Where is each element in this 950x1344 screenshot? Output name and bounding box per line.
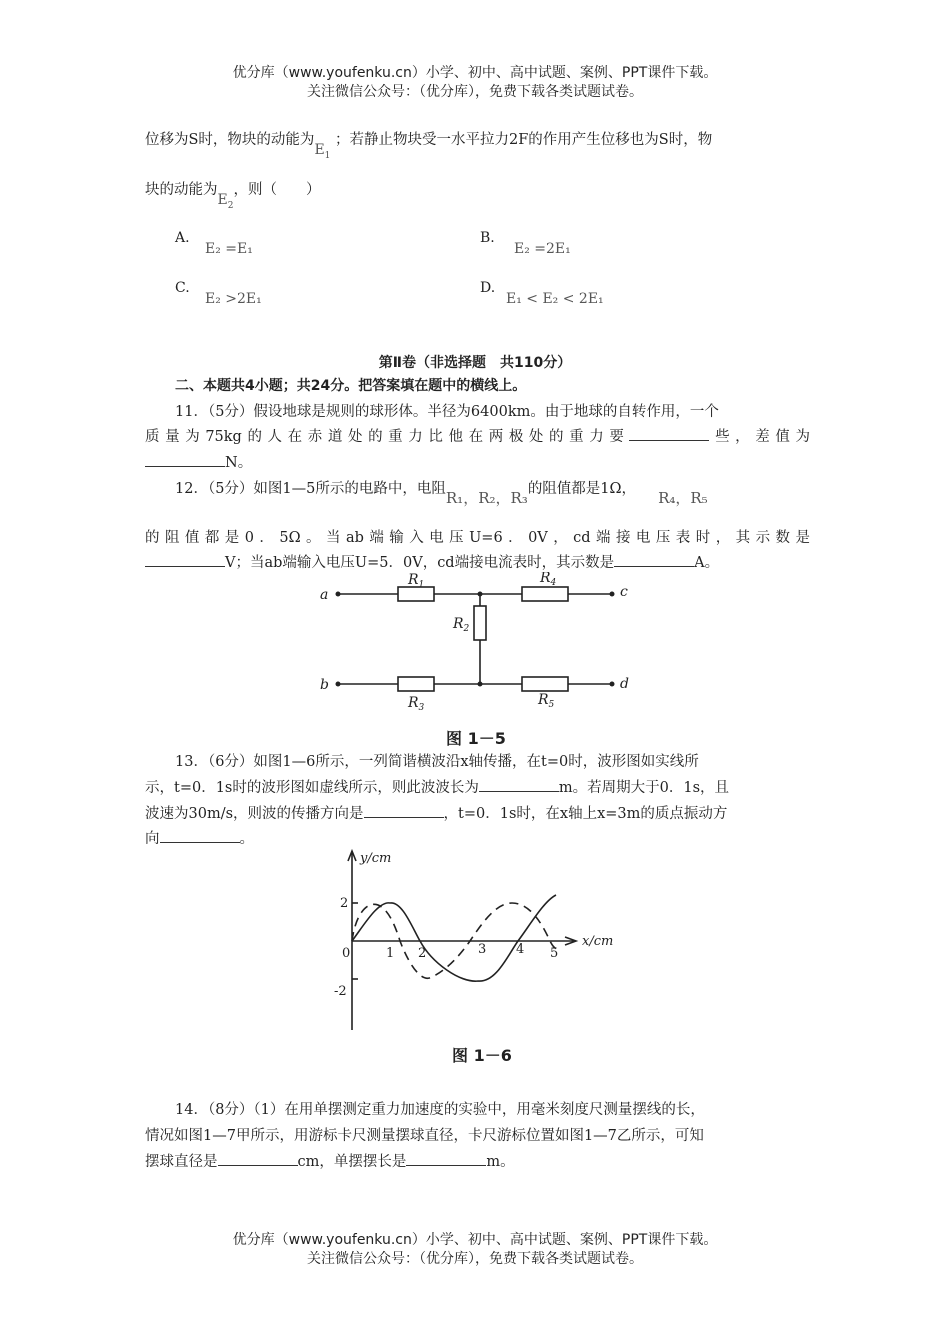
header-line-1: 优分库（www.youfenku.cn）小学、初中、高中试题、案例、PPT课件下载。 [232, 65, 718, 81]
q13-blank-3[interactable] [160, 828, 240, 843]
e2-symbol: $E_2$ [217, 192, 234, 211]
x-tick-0: 0 [342, 946, 351, 961]
q10-line-2 [145, 178, 810, 211]
q14-blank-2[interactable] [406, 1151, 486, 1166]
q12-line-2: 的阻值都是0．5Ω。当ab端输入电压U=6．0V，cd端接电压表时，其示数是 [145, 530, 810, 546]
terminal-a: a [320, 587, 329, 603]
q12-line-3: V；当ab端输入电压U=5．0V，cd端接电流表时，其示数是 A。 [145, 551, 810, 572]
q14-line-3: 摆球直径是 cm，单摆摆长是 m。 [145, 1150, 810, 1171]
x-tick-1: 1 [386, 946, 395, 961]
x-tick-3: 3 [478, 942, 487, 957]
q13-line-3: 波速为30m/s，则波的传播方向是 ，t=0．1s时，在x轴上x=3m的质点振动方 [145, 802, 810, 823]
q12-blank-1[interactable] [145, 552, 225, 567]
q13-line-2: 示，t=0．1s时的波形图如虚线所示，则此波波长为 m。若周期大于0．1s，且 [145, 776, 810, 797]
x-tick-5: 5 [550, 946, 559, 961]
option-c[interactable]: E₂ >2E₁ [205, 291, 262, 307]
terminal-d: d [620, 676, 629, 692]
option-c-label: C. [175, 280, 190, 296]
label-r1: $R_1$ [408, 572, 425, 590]
label-r5: $R_5$ [538, 692, 555, 710]
label-r2: $R_2$ [453, 616, 470, 634]
q13-blank-2[interactable] [364, 803, 444, 818]
q10-text: 位移为S时，物块的动能为 [145, 132, 315, 148]
option-d-label: D. [480, 280, 496, 296]
q11-line-1: 11．（5分）假设地球是规则的球形体。半径为6400km。由于地球的自转作用，一个 [175, 404, 719, 420]
e1-symbol: $E_1$ [314, 142, 331, 161]
r123-symbol: R₁，R₂，R₃ [445, 489, 528, 507]
figure-1-5-caption: 图 1－5 [446, 729, 506, 748]
q10-text: ，则（ ） [233, 182, 321, 198]
figure-1-6-caption: 图 1－6 [452, 1046, 512, 1065]
footer-line-1: 优分库（www.youfenku.cn）小学、初中、高中试题、案例、PPT课件下载。 [232, 1232, 718, 1248]
q14-blank-1[interactable] [218, 1151, 298, 1166]
r45-symbol: R₄，R₅ [658, 489, 708, 507]
q10-line-1 [145, 128, 810, 161]
q12-line-1: 12．（5分）如图1—5所示的电路中，电阻R₁，R₂，R₃的阻值都是1Ω， R₄，R₅ [175, 481, 708, 507]
x-tick-2: 2 [418, 946, 427, 961]
x-axis-label: x/cm [582, 934, 614, 949]
footer-line-2: 关注微信公众号：（优分库），免费下载各类试题试卷。 [307, 1251, 643, 1267]
q14-line-1: 14．（8分）（1）在用单摆测定重力加速度的实验中，用毫米刻度尺测量摆线的长， [175, 1102, 705, 1118]
option-a[interactable]: E₂ =E₁ [205, 241, 253, 257]
x-tick-4: 4 [516, 942, 525, 957]
option-b-label: B. [480, 230, 495, 246]
q11-line-3: N。 [145, 451, 810, 472]
y-axis-label: y/cm [360, 851, 392, 866]
section-heading: 二、本题共4小题；共24分。把答案填在题中的横线上。 [175, 378, 527, 394]
option-d[interactable]: E₁ < E₂ < 2E₁ [506, 291, 604, 307]
y-tick-2: 2 [340, 896, 349, 911]
q10-text: ；若静止物块受一水平拉力2F的作用产生位移也为S时，物 [335, 132, 713, 148]
q11-blank-1[interactable] [629, 426, 709, 441]
q11-blank-2[interactable] [145, 452, 225, 467]
terminal-c: c [620, 584, 628, 600]
q12-blank-2[interactable] [614, 552, 694, 567]
q13-line-4: 向 。 [145, 827, 810, 848]
option-b[interactable]: E₂ =2E₁ [514, 241, 571, 257]
wave-figure [320, 845, 630, 1075]
header-line-2: 关注微信公众号：（优分库），免费下载各类试题试卷。 [307, 84, 643, 100]
y-tick-neg2: -2 [334, 984, 347, 999]
part2-title: 第Ⅱ卷（非选择题 共110分） [378, 355, 572, 371]
q13-blank-1[interactable] [479, 777, 559, 792]
q14-line-2: 情况如图1—7甲所示，用游标卡尺测量摆球直径，卡尺游标位置如图1—7乙所示，可知 [145, 1128, 704, 1144]
circuit-figure [310, 572, 650, 752]
terminal-b: b [320, 677, 329, 693]
label-r3: $R_3$ [408, 695, 425, 713]
q13-line-1: 13．（6分）如图1—6所示，一列简谐横波沿x轴传播，在t=0时，波形图如实线所 [175, 754, 699, 770]
q10-text: 块的动能为 [145, 182, 218, 198]
option-a-label: A. [175, 230, 190, 246]
q11-line-2: 质量为75kg的人在赤道处的重力比他在两极处的重力要 些，差值为 [145, 425, 810, 446]
label-r4: $R_4$ [540, 572, 557, 588]
